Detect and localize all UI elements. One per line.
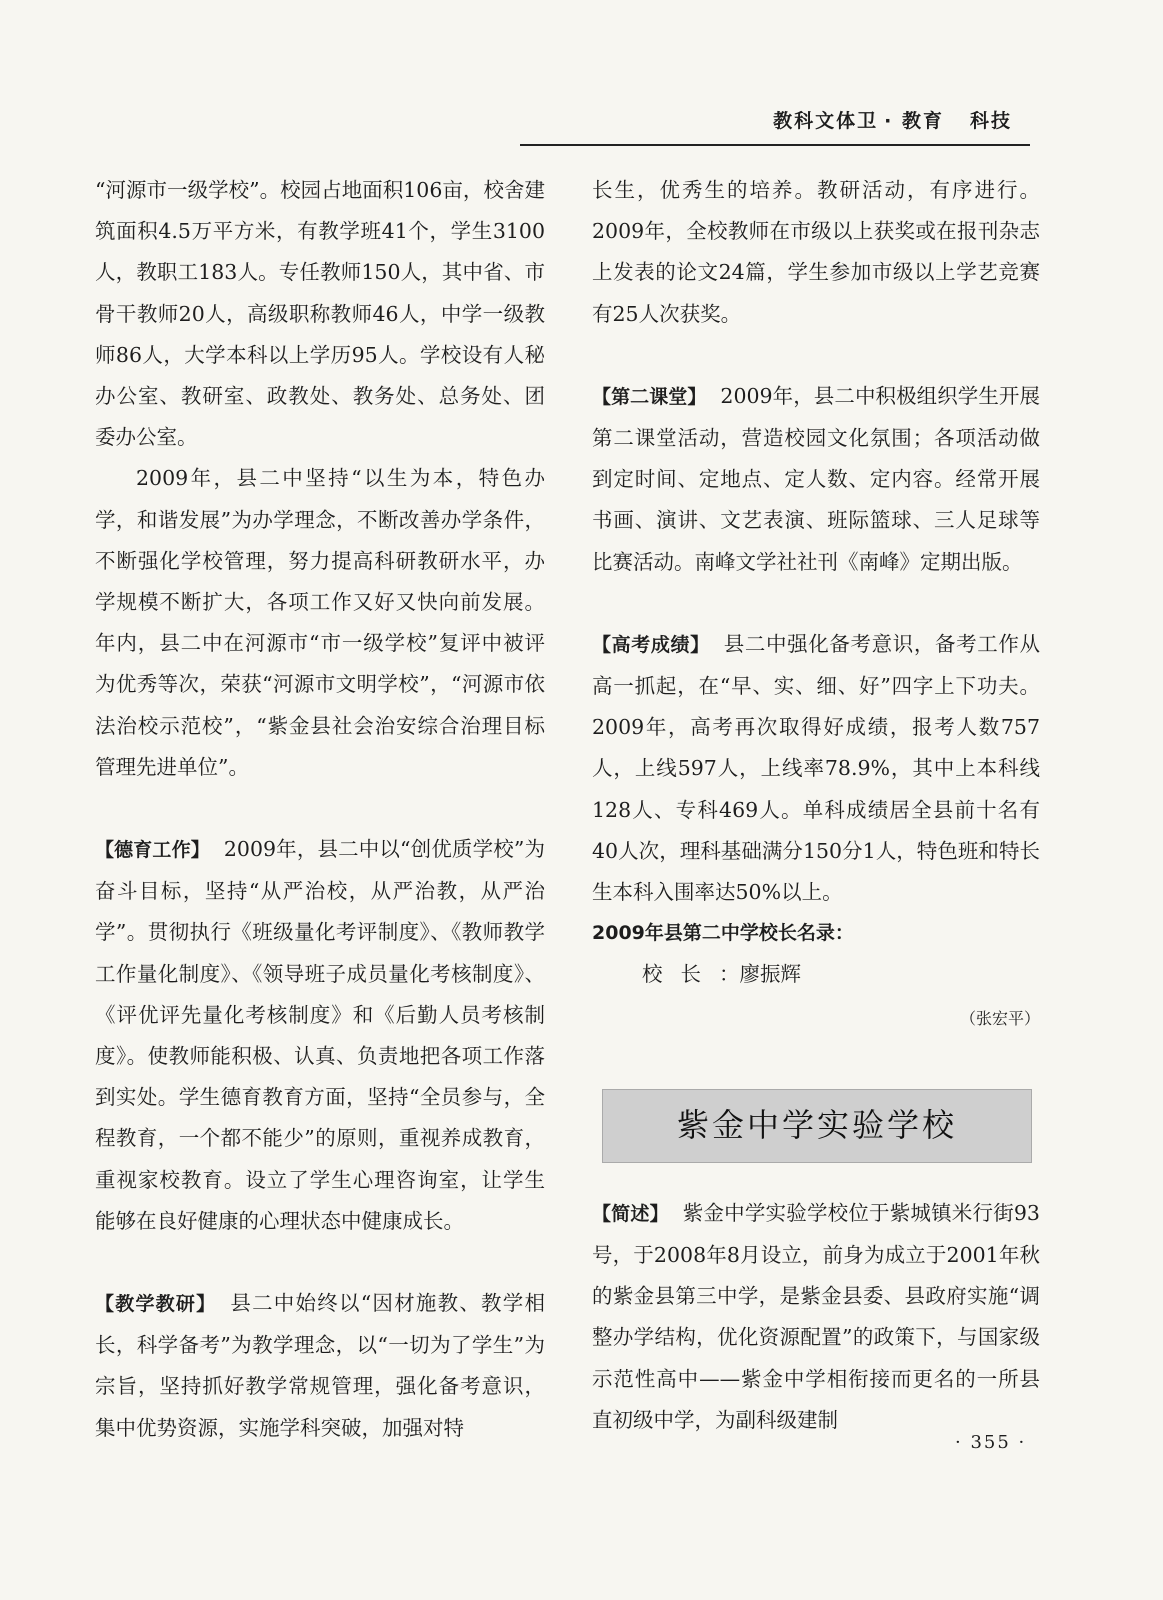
section-tag-teaching: 【教学教研】: [95, 1293, 217, 1316]
author-credit: （张宏平）: [959, 1008, 1040, 1028]
header-section: 教科文体卫: [773, 110, 879, 132]
school-title-banner: 紫金中学实验学校: [602, 1089, 1032, 1163]
section-tag-exam: 【高考成绩】: [592, 633, 710, 656]
running-header: [520, 104, 1030, 146]
header-text: [773, 106, 1012, 133]
left-column: [95, 170, 545, 1449]
section-text-intro: 紫金中学实验学校位于紫城镇米行街93号，于2008年8月设立，前身为成立于2001年秋的紫金县第三中学，是紫金县委、县政府实施“调整办学结构，优化资源配置”的政策下，与国家级示范性高中——紫金中学相衔接而更名的一所县直初级中学，为副科级建制: [592, 1200, 1040, 1432]
section-moral-education: [95, 829, 545, 1242]
paragraph-teaching-continued: 长生，优秀生的培养。教研活动，有序进行。2009年，全校教师在市级以上获奖或在报刊杂志上发表的论文24篇，学生参加市级以上学艺竞赛有25人次获奖。: [592, 178, 1040, 326]
section-text-exam: 县二中强化备考意识，备考工作从高一抓起，在“早、实、细、好”四字上下功夫。2009年，高考再次取得好成绩，报考人数757人，上线597人，上线率78.9%，其中上本科线128人、专科469人。单科成绩居全县前十名有40人次，理科基础满分150分1人，特色班和特长生本科入围率达50%以上。: [592, 631, 1040, 905]
section-text-second: 2009年，县二中积极组织学生开展第二课堂活动，营造校园文化氛围；各项活动做到定时间、定地点、定人数、定内容。经常开展书画、演讲、文艺表演、班际篮球、三人足球等比赛活动。南峰文学社社刊《南峰》定期出版。: [592, 383, 1040, 574]
section-tag-second: 【第二课堂】: [592, 385, 707, 408]
page-number: · 355 ·: [955, 1432, 1027, 1453]
header-topic: 科技: [969, 110, 1012, 132]
section-school-intro: [592, 1193, 1040, 1441]
section-exam-results: [592, 624, 1040, 913]
header-subsection: · 教育: [884, 110, 944, 132]
principal-role: 校长: [642, 962, 719, 987]
paragraph-school-development: 2009年，县二中坚持“以生为本，特色办学，和谐发展”为办学理念，不断改善办学条件，不断强化学校管理，努力提高科研教研水平，办学规模不断扩大，各项工作又好又快向前发展。年内，县二中在河源市“市一级学校”复评中被评为优秀等次，荣获“河源市文明学校”，“河源市依法治校示范校”，“紫金县社会治安综合治理目标管理先进单位”。: [95, 466, 545, 779]
section-teaching-research: [95, 1283, 545, 1449]
section-tag-intro: 【简述】: [592, 1202, 669, 1225]
section-text-moral: 2009年，县二中以“创优质学校”为奋斗目标，坚持“从严治校，从严治教，从严治学”。贯彻执行《班级量化考评制度》、《教师教学工作量化制度》、《领导班子成员量化考核制度》、《评优评先量化考核制度》和《后勤人员考核制度》。使教师能积极、认真、负责地把各项工作落到实处。学生德育教育方面，坚持“全员参与，全程教育，一个都不能少”的原则，重视养成教育，重视家校教育。设立了学生心理咨询室，让学生能够在良好健康的心理状态中健康成长。: [95, 837, 545, 1233]
section-tag-moral: 【德育工作】: [95, 839, 210, 862]
paragraph-school-overview: “河源市一级学校”。校园占地面积106亩，校舍建筑面积4.5万平方米，有教学班41个，学生3100人，教职工183人。专任教师150人，其中省、市骨干教师20人，高级职称教师46人，中学一级教师86人，大学本科以上学历95人。学校设有人秘办公室、教研室、政教处、教务处、总务处、团委办公室。: [95, 178, 545, 450]
principal-name: ：廖振辉: [719, 962, 801, 987]
section-second-classroom: [592, 376, 1040, 583]
principal-entry: [592, 954, 1040, 995]
section-text-teaching: 县二中始终以“因材施教、教学相长，科学备考”为教学理念，以“一切为了学生”为宗旨，坚持抓好教学常规管理，强化备考意识，集中优势资源，实施学科突破，加强对特: [95, 1291, 545, 1440]
principal-list-title: 2009年县第二中学校长名录：: [592, 922, 854, 945]
right-column: [592, 170, 1040, 1441]
